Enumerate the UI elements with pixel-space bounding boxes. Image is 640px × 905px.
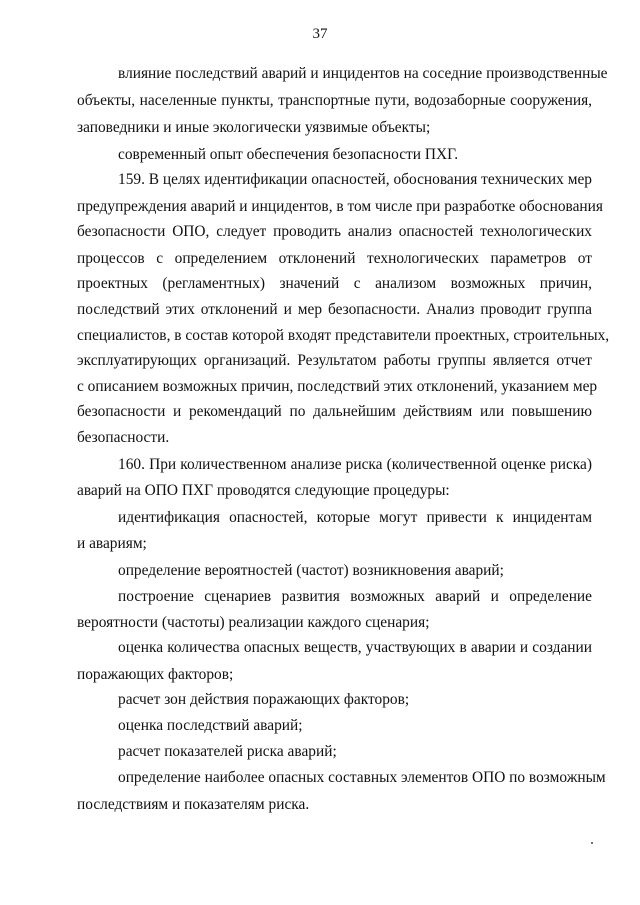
- text-line: предупреждения аварий и инцидентов, в том числе при разработке обоснования: [77, 198, 603, 215]
- text-line: последствиям и показателям риска.: [77, 796, 310, 813]
- text-line: 159. В целях идентификации опасностей, обоснования технических мер: [118, 171, 592, 188]
- text-line: идентификация опасностей, которые могут привести к инцидентам: [118, 509, 592, 526]
- text-line: поражающих факторов;: [77, 666, 234, 683]
- text-line: объекты, населенные пункты, транспортные пути, водозаборные сооружения,: [77, 92, 592, 109]
- text-line: оценка количества опасных веществ, участвующих в аварии и создании: [118, 639, 592, 656]
- text-line: и авариям;: [77, 535, 147, 552]
- scan-speck: [591, 842, 593, 844]
- text-line: процессов с определением отклонений технологических параметров от: [77, 250, 592, 267]
- text-line: построение сценариев развития возможных аварий и определение: [118, 588, 592, 605]
- text-line: специалистов, в состав которой входят представители проектных, строительных,: [77, 327, 610, 344]
- page-number: 37: [312, 26, 328, 42]
- text-line: аварий на ОПО ПХГ проводятся следующие процедуры:: [77, 482, 450, 499]
- text-line: определение вероятностей (частот) возникновения аварий;: [118, 562, 504, 579]
- text-line: последствий этих отклонений и мер безопасности. Анализ проводит группа: [77, 301, 592, 318]
- text-line: заповедники и иные экологически уязвимые объекты;: [77, 119, 431, 136]
- text-line: безопасности ОПО, следует проводить анализ опасностей технологических: [77, 223, 592, 240]
- text-line: проектных (регламентных) значений с анализом возможных причин,: [77, 275, 592, 292]
- text-line: 160. При количественном анализе риска (количественной оценке риска): [118, 456, 592, 473]
- text-line: вероятности (частоты) реализации каждого сценария;: [77, 614, 430, 631]
- text-line: расчет показателей риска аварий;: [118, 743, 337, 760]
- text-line: расчет зон действия поражающих факторов;: [118, 691, 410, 708]
- text-line: безопасности.: [77, 429, 170, 446]
- text-line: влияние последствий аварий и инцидентов на соседние производственные: [118, 65, 608, 82]
- text-line: современный опыт обеспечения безопасности ПХГ.: [118, 146, 459, 163]
- text-line: определение наиболее опасных составных элементов ОПО по возможным: [118, 769, 606, 786]
- text-line: с описанием возможных причин, последствий этих отклонений, указанием мер: [77, 378, 598, 395]
- text-line: оценка последствий аварий;: [118, 717, 303, 734]
- text-line: эксплуатирующих организаций. Результатом работы группы является отчет: [77, 352, 592, 369]
- text-line: безопасности и рекомендаций по дальнейшим действиям или повышению: [77, 403, 592, 420]
